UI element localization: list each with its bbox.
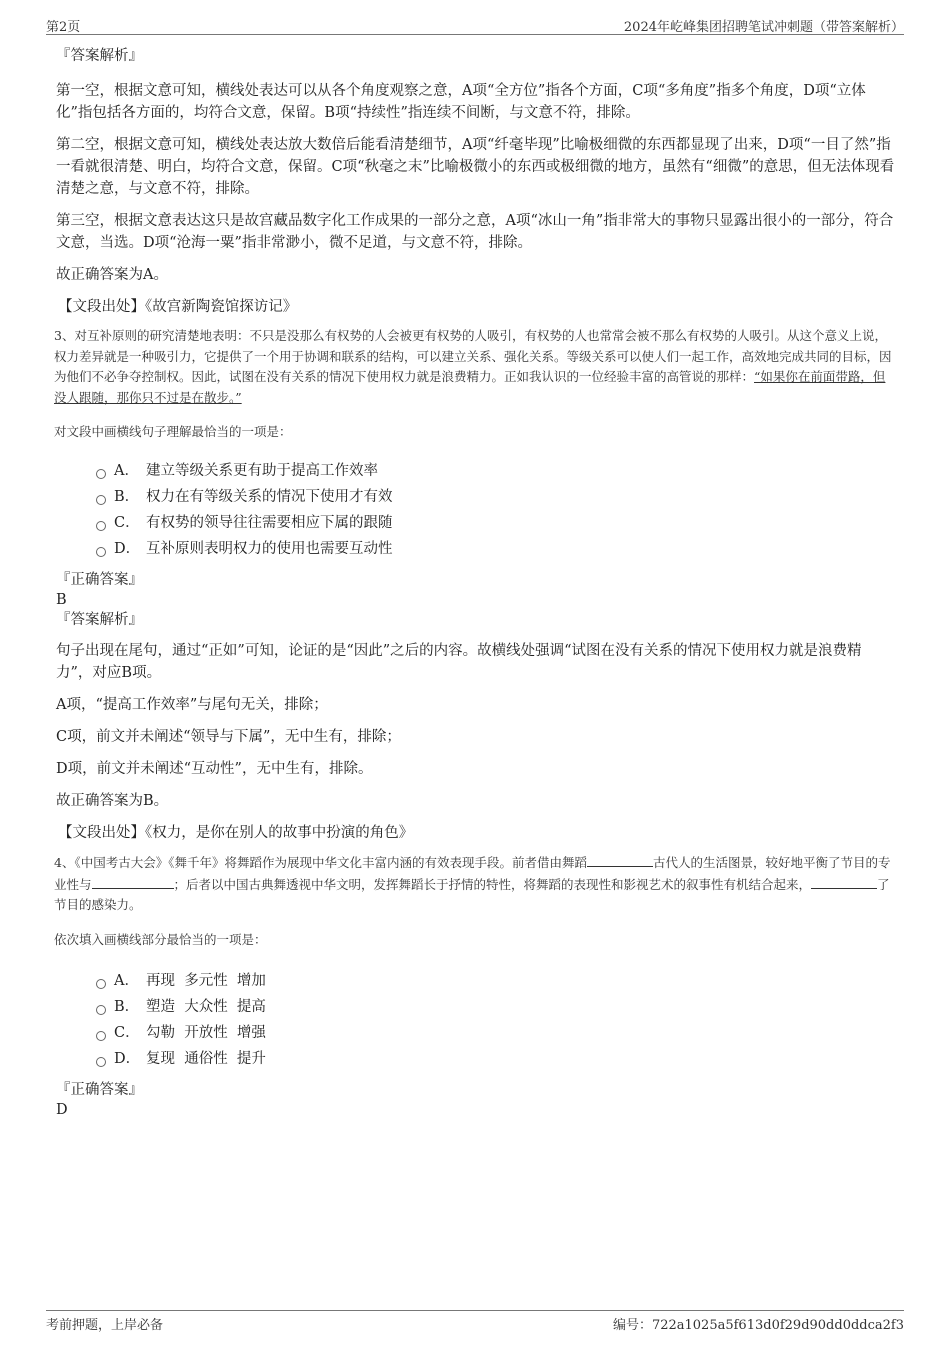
radio-button[interactable] xyxy=(96,495,106,505)
q2-analysis-p3: 第三空，根据文意表达这只是故宫藏品数字化工作成果的一部分之意，A项“冰山一角”指非常大的事物只显露出很小的一部分，符合文意，当选。D项“沧海一粟”指非常渺小，微不足道，与文意不符，排除。 xyxy=(56,213,894,251)
q2-analysis-p2: 第二空，根据文意可知，横线处表达放大数倍后能看清楚细节，A项“纤毫毕现”比喻极细微的东西都显现了出来，D项“一目了然”指一看就很清楚、明白，均符合文意，保留。C项“秋毫之末”比喻极微小的东西或极细微的地方，虽然有“细微”的意思，但无法体现看清楚之意，与文意不符，排除。 xyxy=(56,137,895,197)
q3-option-b[interactable]: B． 权力在有等级关系的情况下使用才有效 xyxy=(56,484,896,510)
q2-conclusion: 故正确答案为A。 xyxy=(56,267,168,283)
page-content xyxy=(56,46,896,1120)
q4-option-d[interactable]: D． 复现 通俗性 提升 xyxy=(56,1046,896,1072)
radio-button[interactable] xyxy=(96,979,106,989)
q4-option-a[interactable]: A． 再现 多元性 增加 xyxy=(56,968,896,994)
q4-option-b[interactable]: B． 塑造 大众性 提高 xyxy=(56,994,896,1020)
q3-text: 3、对互补原则的研究清楚地表明：不只是没那么有权势的人会被更有权势的人吸引，有权势的人也常常会被不那么有权势的人吸引。从这个意义上说，权力差异就是一种吸引力，它提供了一个用于协调和联系的结构，可以建立关系、强化关系。等级关系可以使人们一起工作，高效地完成共同的目标，因为他们不必争夺控制权。因此，试图在没有关系的情况下使用权力就是浪费精力。正如我认识的一位经验丰富的高管说的那样： xyxy=(54,328,892,384)
q3-analysis-label: 『答案解析』 xyxy=(56,612,143,628)
q4-prompt: 依次填入画横线部分最恰当的一项是： xyxy=(54,931,267,947)
q4-answer: D xyxy=(56,1101,68,1118)
q3-option-a[interactable]: A． 建立等级关系更有助于提高工作效率 xyxy=(56,458,896,484)
q3-option-c[interactable]: C． 有权势的领导往往需要相应下属的跟随 xyxy=(56,510,896,536)
q4-stem: 4、《中国考古大会》《舞千年》将舞蹈作为展现中华文化丰富内涵的有效表现手段。前者借由舞蹈 古代人的生活图景，较好地平衡了节目的专业性与 ；后者以中国古典舞透视中华文明，发挥舞蹈长于抒情的特性，将舞蹈的表现性和影视艺术的叙事性有机结合起来， 了节目的感染力。 xyxy=(54,852,896,916)
q3-analysis-p3: C项，前文并未阐述“领导与下属”，无中生有，排除； xyxy=(56,729,401,745)
q3-analysis-p2: A项，“提高工作效率”与尾句无关，排除； xyxy=(56,697,328,713)
document-code: 编号：722a1025a5f613d0f29d90dd0ddca2f3 xyxy=(612,1318,904,1333)
q3-underlined-quote: “如果你在前面带路，但没人跟随，那你只不过是在散步。” xyxy=(54,369,886,405)
radio-button[interactable] xyxy=(96,521,106,531)
footer-slogan: 考前押题，上岸必备 xyxy=(46,1318,164,1333)
q4-answer-label: 『正确答案』 xyxy=(56,1081,143,1098)
q2-analysis-label: 『答案解析』 xyxy=(56,48,143,64)
document-title: 2024年屹峰集团招聘笔试冲刺题（带答案解析） xyxy=(623,20,904,35)
q3-conclusion: 故正确答案为B。 xyxy=(56,793,169,809)
page-footer xyxy=(46,1310,904,1333)
radio-button[interactable] xyxy=(96,547,106,557)
q3-answer: B xyxy=(56,592,67,608)
fill-blank-2[interactable] xyxy=(92,874,174,889)
radio-button[interactable] xyxy=(96,469,106,479)
q3-analysis-p1: 句子出现在尾句，通过“正如”可知，论证的是“因此”之后的内容。故横线处强调“试图在没有关系的情况下使用权力就是浪费精力”，对应B项。 xyxy=(56,643,862,681)
q3-source: 【文段出处】《权力，是你在别人的故事中扮演的角色》 xyxy=(58,825,414,841)
q2-source: 【文段出处】《故宫新陶瓷馆探访记》 xyxy=(58,299,298,315)
q3-option-d[interactable]: D． 互补原则表明权力的使用也需要互动性 xyxy=(56,536,896,562)
radio-button[interactable] xyxy=(96,1031,106,1041)
q3-analysis-p4: D项，前文并未阐述“互动性”，无中生有，排除。 xyxy=(56,761,373,777)
q3-stem xyxy=(54,326,896,408)
q2-analysis-p1: 第一空，根据文意可知，横线处表达可以从各个角度观察之意，A项“全方位”指各个方面，C项“多角度”指多个角度，D项“立体化”指包括各方面的，均符合文意，保留。B项“持续性”指连续不间断，与文意不符，排除。 xyxy=(56,83,866,121)
q3-prompt: 对文段中画横线句子理解最恰当的一项是： xyxy=(54,424,292,439)
fill-blank-3[interactable] xyxy=(811,874,877,889)
q4-option-c[interactable]: C． 勾勒 开放性 增强 xyxy=(56,1020,896,1046)
q3-options xyxy=(56,458,896,562)
radio-button[interactable] xyxy=(96,1005,106,1015)
q3-answer-label: 『正确答案』 xyxy=(56,572,143,588)
radio-button[interactable] xyxy=(96,1057,106,1067)
q4-options xyxy=(56,968,896,1072)
page-number: 第2页 xyxy=(46,20,81,35)
page-header xyxy=(46,14,904,35)
fill-blank-1[interactable] xyxy=(587,852,653,867)
